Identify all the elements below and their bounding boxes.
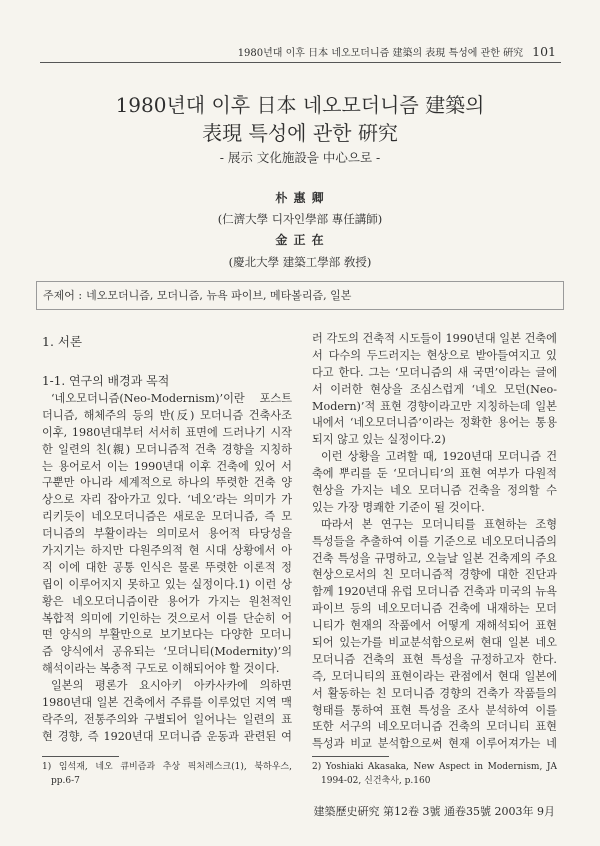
text-line: 니티가 현재의 작품에서 어떻게 재해석되어 표현 bbox=[312, 619, 557, 633]
footnote-line: pp.6-7 bbox=[51, 776, 80, 786]
text-line: 되어 있는가를 비교분석함으로써 현대 일본 네오 bbox=[312, 636, 557, 650]
paragraph bbox=[312, 517, 557, 753]
text-line: 함께 1920년대 유럽 모더니즘 건축과 미국의 뉴욕 bbox=[312, 585, 557, 599]
author-affiliation-1: (仁濟大學 디자인學部 專任講師) bbox=[217, 212, 383, 226]
subsection-heading: 1-1. 연구의 배경과 목적 bbox=[42, 374, 170, 388]
paragraph bbox=[42, 391, 292, 678]
author-affiliation-2: (慶北大學 建築工學部 敎授) bbox=[228, 255, 372, 269]
text-line: 현 경향, 즉 1920년대 모더니즘 운동과 관련된 여 bbox=[42, 729, 292, 743]
text-line: 즘 양식에서 공유되는 ‘모더니티(Modernity)’의 bbox=[42, 645, 292, 659]
author-name-2: 金 正 在 bbox=[275, 233, 325, 247]
text-line: 현상으로서의 친 모더니즘적 경향에 대한 진단과 bbox=[312, 568, 557, 582]
text-line: 립이 이루어지지 못하고 있는 실정이다.1) 이런 상 bbox=[42, 577, 292, 591]
subtitle: - 展示 文化施設을 中心으로 - bbox=[219, 150, 381, 165]
text-line: 락주의, 전통주의와 구별되어 일어나는 일련의 표 bbox=[42, 712, 292, 726]
keywords-box bbox=[36, 281, 564, 310]
text-line: 이런 상황을 고려할 때, 1920년대 모더니즘 건 bbox=[321, 450, 557, 464]
text-line: 떤 양식의 부활만으로 보기보다는 다양한 모더니 bbox=[42, 628, 292, 642]
text-line: 특성과 비교 분석함으로써 현재 이루어져가는 네 bbox=[312, 737, 557, 751]
text-line: 현상을 가지는 네오 모더니즘 건축을 정의할 수 bbox=[312, 484, 557, 498]
keywords-label: 주제어 : bbox=[43, 289, 83, 302]
text-line: 러 각도의 건축적 시도들이 1990년대 일본 건축에 bbox=[312, 332, 557, 345]
title-line-2: 表現 특성에 관한 硏究 bbox=[202, 121, 398, 145]
text-line: 즉, 모더니티의 표현이라는 관점에서 현대 일본에 bbox=[312, 669, 557, 683]
journal-footer: 建築歷史硏究 第12卷 3號 通卷35號 2003年 9月 bbox=[313, 805, 555, 818]
left-column-body bbox=[42, 391, 292, 746]
text-line: 이후, 1980년대부터 서서히 표면에 드러나기 시작 bbox=[42, 425, 292, 439]
text-line: 더니즘의 부활이라는 의미로서 용어적 타당성을 bbox=[42, 527, 292, 541]
text-line: 다고 한다. 그는 ‘모더니즘의 새 국면’이라는 글에 bbox=[312, 365, 557, 379]
text-line: 축에 뿌리를 둔 ‘모더니티’의 표현 여부가 다원적 bbox=[312, 467, 557, 481]
text-line: 가지기는 하지만 다원주의적 현 시대 상황에서 아 bbox=[42, 544, 292, 558]
text-line: 1980년대 일본 건축에서 주류를 이루었던 지역 맥 bbox=[42, 696, 292, 710]
text-line: 상으로 자리 잡아가고 있다. ‘네오’라는 의미가 가 bbox=[42, 493, 292, 507]
section-heading: 1. 서론 bbox=[42, 334, 83, 349]
title-line-1: 1980년대 이후 日本 네오모더니즘 建築의 bbox=[115, 93, 485, 117]
text-line: 내에서 ‘네오모더니즘’이라는 정확한 용어는 통용 bbox=[312, 416, 557, 430]
paragraph bbox=[312, 331, 557, 449]
text-line: 더니즘, 해체주의 등의 반(反) 모더니즘 건축사조 bbox=[42, 408, 292, 422]
text-line: ‘네오모더니즘(Neo-Modernism)’이란 포스트 bbox=[51, 392, 292, 405]
text-line: 일본의 평론가 요시아키 아카사카에 의하면 bbox=[51, 679, 292, 693]
text-line: Modern)’적 표현 경향이라고만 지칭하는데 일본 bbox=[312, 399, 557, 413]
header-rule bbox=[40, 62, 561, 63]
keywords-text: 네오모더니즘, 모더니즘, 뉴욕 파이브, 메타볼리즘, 일본 bbox=[86, 289, 352, 302]
text-line: 황은 네오모더니즘이란 용어가 가지는 원천적인 bbox=[42, 594, 292, 608]
footnote-line: 2) Yoshiaki Akasaka, New Aspect in Modernism, JA bbox=[312, 762, 557, 772]
text-line: 있는 가장 명쾌한 기준이 될 것이다. bbox=[312, 500, 485, 514]
right-column-body bbox=[312, 331, 557, 753]
footnote-line: 1994-02, 신건축사, p.160 bbox=[321, 776, 431, 786]
text-line: 한 일련의 친(親) 모더니즘적 건축 경향을 지칭하 bbox=[42, 442, 292, 456]
text-line: 형태를 통하여 표현 특성을 조사 분석하여 이를 bbox=[312, 703, 557, 717]
text-line: 서 이러한 현상을 조심스럽게 ‘네오 모던(Neo- bbox=[312, 382, 557, 396]
text-line: 복합적 의미에 기인하는 것으로서 이를 단순히 어 bbox=[42, 611, 292, 625]
text-line: 모더니즘 건축의 표현 특성을 규정하고자 한다. bbox=[312, 652, 557, 666]
text-line: 직 이에 대한 공통 인식은 물론 뚜렷한 이론적 정 bbox=[42, 560, 292, 574]
footnote-line: 1) 임석재, 네오 큐비즘과 추상 픽처레스크(1), 북하우스, bbox=[42, 762, 292, 772]
running-title: 1980년대 이후 日本 네오모더니즘 建築의 表現 특성에 관한 硏究 bbox=[237, 48, 524, 59]
text-line: 해석이라는 복층적 구도로 이해되어야 할 것이다. bbox=[42, 662, 280, 676]
text-line: 특성들을 추출하여 이를 기준으로 네오모더니즘의 bbox=[312, 534, 557, 548]
author-name-1: 朴 惠 卿 bbox=[275, 191, 325, 205]
text-line: 건축 특성을 규명하고, 오늘날 일본 건축계의 주요 bbox=[312, 551, 557, 565]
text-line: 서 다수의 두드러지는 현상으로 받아들여지고 있 bbox=[312, 348, 557, 362]
footnote-rule-right bbox=[312, 756, 389, 757]
text-line: 따라서 본 연구는 모더니티를 표현하는 조형 bbox=[321, 517, 557, 531]
page-number: 101 bbox=[532, 44, 556, 59]
text-line: 구뿐만 아니라 세계적으로 하나의 뚜렷한 건축 양 bbox=[42, 476, 292, 490]
text-line: 파이브 등의 네오모더니즘 건축에 내재하는 모더 bbox=[312, 602, 557, 616]
footnote-1 bbox=[42, 760, 292, 788]
text-line: 는 용어로서 이는 1990년대 이후 건축에 있어 서 bbox=[42, 459, 292, 473]
text-line: 리키듯이 네오모더니즘은 새로운 모더니즘, 즉 모 bbox=[42, 510, 292, 524]
text-line: 서 활동하는 친 모더니즘 경향의 건축가 작품들의 bbox=[312, 686, 557, 700]
footnote-2 bbox=[312, 760, 557, 788]
footnote-rule-left bbox=[42, 756, 119, 757]
text-line: 또한 서구의 네오모더니즘 건축의 모더니티 표현 bbox=[312, 720, 557, 734]
text-line: 되지 않고 있는 실정이다.2) bbox=[312, 433, 446, 447]
paragraph bbox=[312, 449, 557, 517]
running-header bbox=[238, 45, 556, 61]
paragraph bbox=[42, 678, 292, 746]
